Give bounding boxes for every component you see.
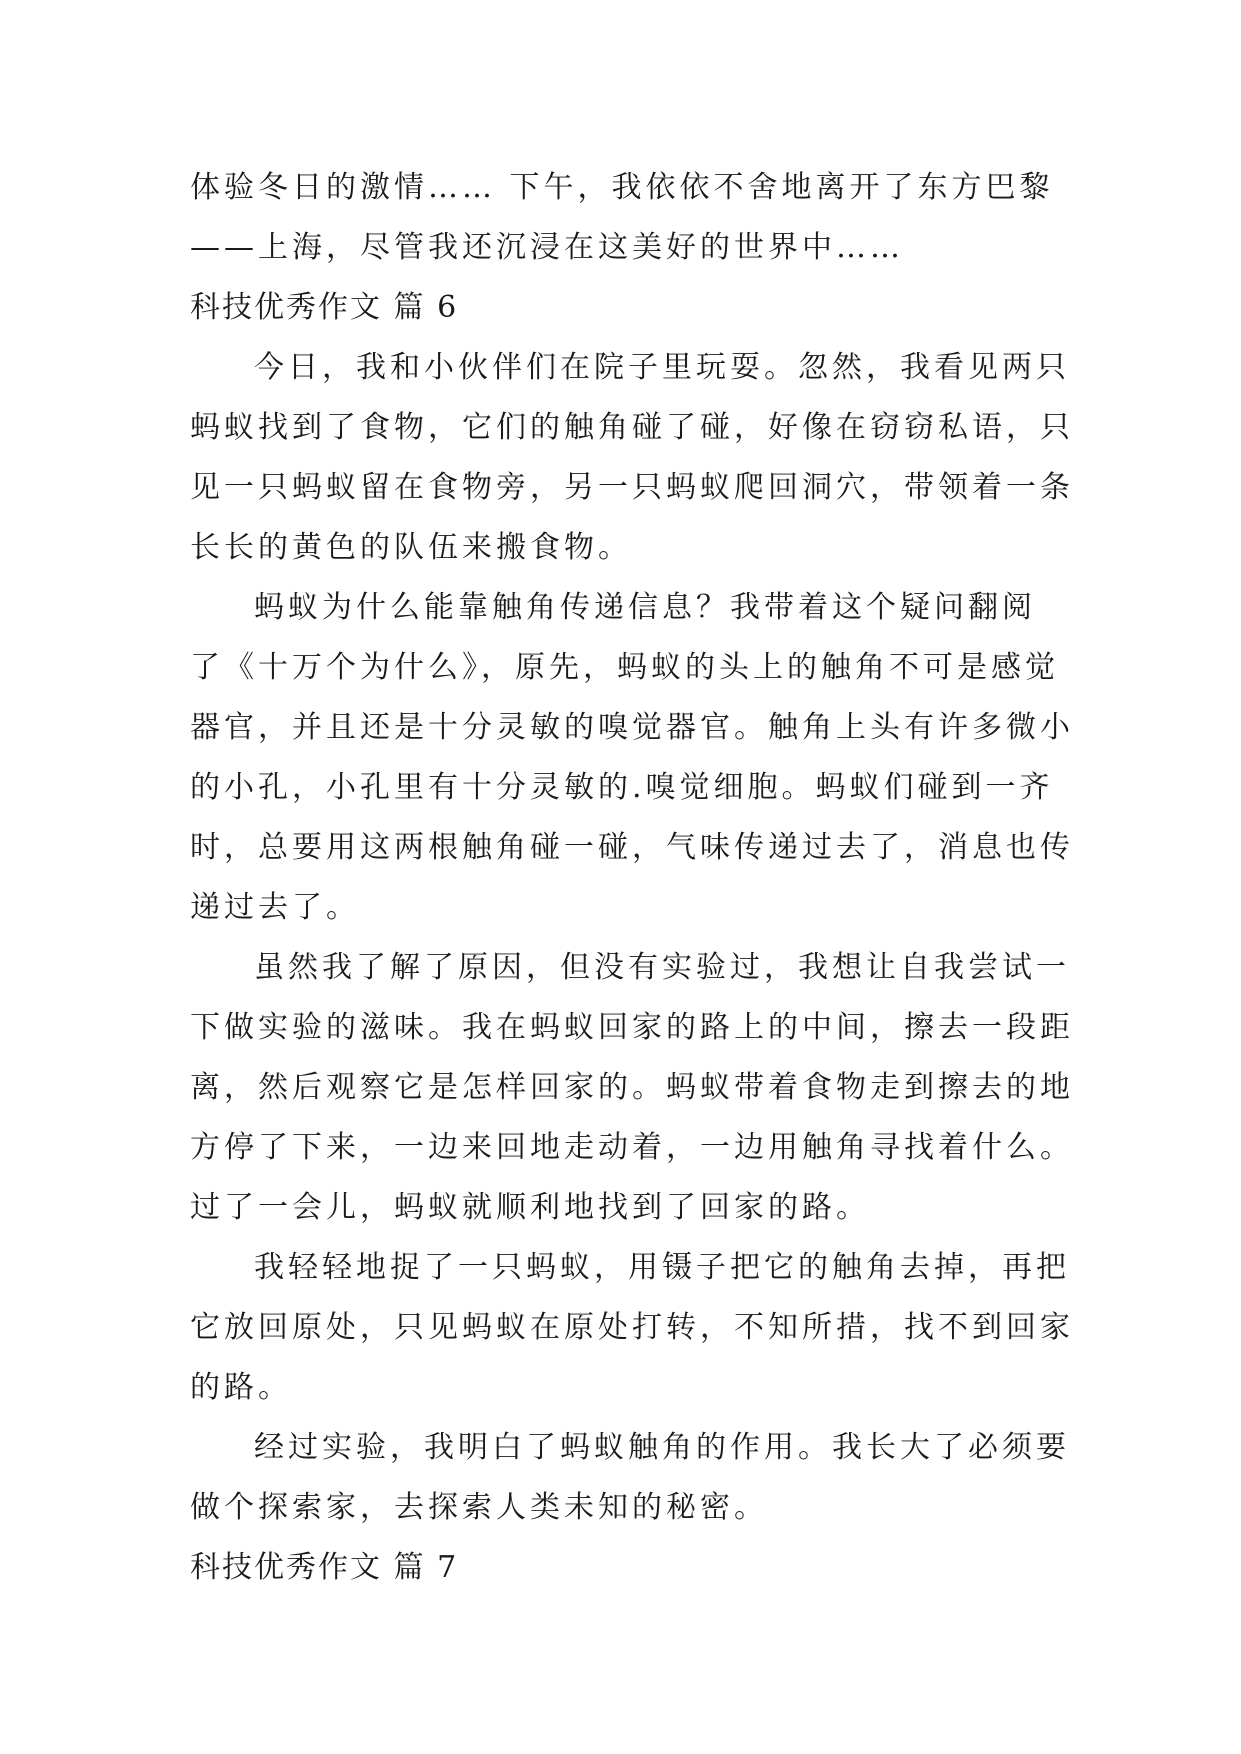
paragraph-line: 的路。 bbox=[190, 1370, 292, 1405]
paragraph-line: 的小孔，小孔里有十分灵敏的.嗅觉细胞。蚂蚁们碰到一齐 bbox=[190, 770, 1054, 805]
paragraph-line: 离，然后观察它是怎样回家的。蚂蚁带着食物走到擦去的地 bbox=[190, 1070, 1074, 1105]
paragraph-line: ——上海，尽管我还沉浸在这美好的世界中…… bbox=[190, 230, 904, 265]
paragraph-line: 蚂蚁为什么能靠触角传递信息？我带着这个疑问翻阅 bbox=[254, 590, 1036, 625]
paragraph-line: 过了一会儿，蚂蚁就顺利地找到了回家的路。 bbox=[190, 1190, 870, 1225]
paragraph-line: 器官，并且还是十分灵敏的嗅觉器官。触角上头有许多微小 bbox=[190, 710, 1074, 745]
paragraph-line: 方停了下来，一边来回地走动着，一边用触角寻找着什么。 bbox=[190, 1130, 1074, 1165]
paragraph-line: 递过去了。 bbox=[190, 890, 360, 925]
paragraph-line: 长长的黄色的队伍来搬食物。 bbox=[190, 530, 632, 565]
paragraph-line: 体验冬日的激情…… 下午，我依依不舍地离开了东方巴黎 bbox=[190, 170, 1054, 205]
paragraph-line: 虽然我了解了原因，但没有实验过，我想让自我尝试一 bbox=[254, 950, 1070, 985]
paragraph-line: 它放回原处，只见蚂蚁在原处打转，不知所措，找不到回家 bbox=[190, 1310, 1074, 1345]
section-heading: 科技优秀作文 篇 7 bbox=[190, 1550, 459, 1585]
paragraph-line: 今日，我和小伙伴们在院子里玩耍。忽然，我看见两只 bbox=[254, 350, 1070, 385]
section-heading: 科技优秀作文 篇 6 bbox=[190, 290, 459, 325]
paragraph-line: 了《十万个为什么》，原先，蚂蚁的头上的触角不可是感觉 bbox=[190, 650, 1059, 685]
paragraph-line: 见一只蚂蚁留在食物旁，另一只蚂蚁爬回洞穴，带领着一条 bbox=[190, 470, 1074, 505]
paragraph-line: 做个探索家，去探索人类未知的秘密。 bbox=[190, 1490, 768, 1525]
paragraph-line: 蚂蚁找到了食物，它们的触角碰了碰，好像在窃窃私语，只 bbox=[190, 410, 1074, 445]
paragraph-line: 时，总要用这两根触角碰一碰，气味传递过去了，消息也传 bbox=[190, 830, 1074, 865]
document-body bbox=[190, 158, 1074, 1598]
paragraph-line: 我轻轻地捉了一只蚂蚁，用镊子把它的触角去掉，再把 bbox=[254, 1250, 1070, 1285]
paragraph-line: 下做实验的滋味。我在蚂蚁回家的路上的中间，擦去一段距 bbox=[190, 1010, 1074, 1045]
paragraph-line: 经过实验，我明白了蚂蚁触角的作用。我长大了必须要 bbox=[254, 1430, 1070, 1465]
